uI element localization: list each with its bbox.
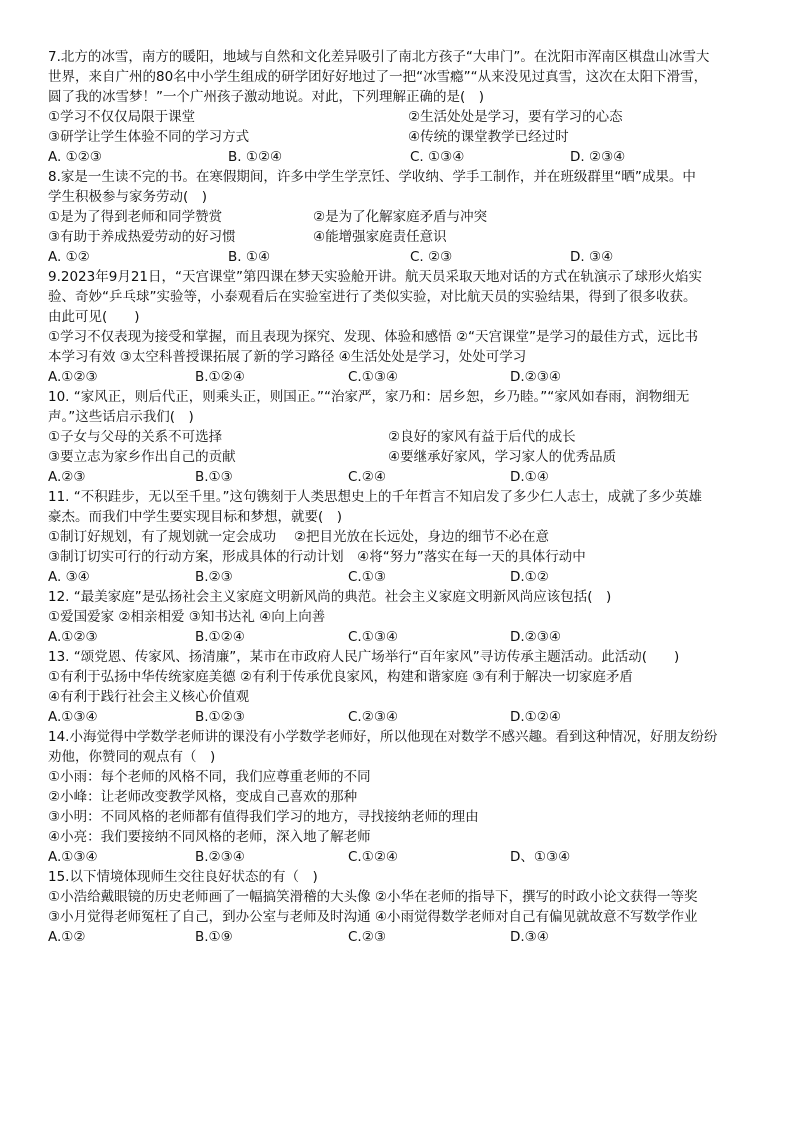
question-block [48,867,758,947]
choice-items-line: ①制订好规划，有了规划就一定会成功 ②把目光放在长远处，身边的细节不必在意 [48,529,549,545]
answer-options-row [48,247,758,267]
answer-option: B.①②④ [195,369,245,385]
answer-option: C.②③ [348,929,386,945]
answer-option: C.①③ [348,569,386,585]
choice-item: ④要继承好家风，学习家人的优秀品质 [388,449,617,465]
answer-option: C. ②③ [410,249,453,265]
question-stem-line: 9.2023年9月21日，“天宫课堂”第四课在梦天实验舱开讲。航天员采取天地对话的方式在轨演示了球形火焰实 [48,269,702,285]
choice-items-row [48,427,758,447]
choice-items-line: ③小月觉得老师冤枉了自己，到办公室与老师及时沟通 ④小雨觉得数学老师对自己有偏见就故意不写数学作业 [48,909,698,925]
answer-options-row [48,367,758,387]
question-block [48,167,758,267]
choice-items-line: ②小峰：让老师改变教学风格，变成自己喜欢的那种 [48,789,358,805]
answer-option: A. ①② [48,249,90,265]
question-stem-line: 世界，来自广州的80名中小学生组成的研学团好好地过了一把“冰雪瘾”“从来没见过真雪，这次在太阳下滑雪， [48,69,708,85]
answer-option: A. ③④ [48,569,90,585]
choice-items-line: ①小浩给戴眼镜的历史老师画了一幅搞笑滑稽的大头像 ②小华在老师的指导下，撰写的时政小论文获得一等奖 [48,889,698,905]
question-stem-line: 14.小海觉得中学数学老师讲的课没有小学数学老师好，所以他现在对数学不感兴趣。看到这种情况，好朋友纷纷 [48,729,718,745]
answer-options-row [48,707,758,727]
answer-option: C. ①③④ [410,149,465,165]
choice-items-line: ③小明：不同风格的老师都有值得我们学习的地方，寻找接纳老师的理由 [48,809,479,825]
answer-option: C.②③④ [348,709,399,725]
question-stem-line: 13. “颂党恩、传家风、扬清廉”，某市在市政府人民广场举行“百年家风”寻访传承主题活动。此活动( ) [48,649,680,665]
question-block [48,587,758,647]
answer-option: D、①③④ [510,849,571,865]
answer-options-row [48,927,758,947]
choice-item: ③研学让学生体验不同的学习方式 [48,129,250,145]
choice-items-line: ④有利于践行社会主义核心价值观 [48,689,250,705]
question-block [48,387,758,487]
choice-item: ②良好的家风有益于后代的成长 [388,429,576,445]
question-stem-line: 声。”这些话启示我们( ) [48,409,194,425]
answer-option: B.②③ [195,569,233,585]
answer-option: B.①⑨ [195,929,233,945]
choice-item: ②生活处处是学习，要有学习的心态 [408,109,623,125]
answer-option: B.②③④ [195,849,245,865]
question-stem-line: 11. “不积跬步，无以至千里。”这句镌刻于人类思想史上的千年哲言不知启发了多少仁人志士，成就了多少英雄 [48,489,702,505]
answer-option: D.②③④ [510,369,561,385]
answer-option: B.①③ [195,469,233,485]
question-stem-line: 8.家是一生读不完的书。在寒假期间，许多中学生学烹饪、学收纳、学手工制作，并在班级群里“晒”成果。中 [48,169,696,185]
answer-options-row [48,847,758,867]
question-block [48,727,758,867]
answer-option: A.①③④ [48,849,98,865]
choice-item: ③有助于养成热爱劳动的好习惯 [48,229,236,245]
question-stem-line: 10. “家风正，则后代正，则乘头正，则国正。”“治家严，家乃和：居乡恕，乡乃睦。”“家风如春雨，润物细无 [48,389,690,405]
answer-option: B. ①②④ [228,149,283,165]
choice-items-row [48,447,758,467]
choice-items-line: ①小雨：每个老师的风格不同，我们应尊重老师的不同 [48,769,371,785]
answer-option: C.②④ [348,469,386,485]
choice-item: ①子女与父母的关系不可选择 [48,429,223,445]
answer-option: A.①② [48,929,86,945]
answer-option: B. ①④ [228,249,271,265]
question-stem-line: 圆了我的冰雪梦！”一个广州孩子激动地说。对此，下列理解正确的是( ) [48,89,485,105]
answer-option: D.②③④ [510,629,561,645]
question-stem-line: 7.北方的冰雪，南方的暖阳，地域与自然和文化差异吸引了南北方孩子“大串门”。在沈阳市浑南区棋盘山冰雪大 [48,49,710,65]
answer-option: D.①②④ [510,709,561,725]
question-stem-line: 豪杰。而我们中学生要实现目标和梦想，就要( ) [48,509,343,525]
answer-option: A.①③④ [48,709,98,725]
answer-option: A.①②③ [48,629,98,645]
answer-option: B.①②③ [195,709,245,725]
answer-option: D. ③④ [570,249,614,265]
choice-items-line: ①爱国爱家 ②相亲相爱 ③知书达礼 ④向上向善 [48,609,326,625]
choice-item: ④能增强家庭责任意识 [313,229,447,245]
question-stem-line: 12. “最美家庭”是弘扬社会主义家庭文明新风尚的典范。社会主义家庭文明新风尚应该包括( ) [48,589,612,605]
answer-option: C.①②④ [348,849,399,865]
question-block [48,487,758,587]
question-stem-line: 15.以下情境体现师生交往良好状态的有（ ) [48,869,318,885]
question-stem-line: 学生积极参与家务劳动( ) [48,189,208,205]
answer-option: D.③④ [510,929,549,945]
answer-options-row [48,627,758,647]
choice-items-line: ①学习不仅表现为接受和掌握，而且表现为探究、发现、体验和感悟 ②“天宫课堂”是学习的最佳方式，远比书 [48,329,698,345]
answer-options-row [48,147,758,167]
question-stem-line: 劝他，你赞同的观点有（ ) [48,749,216,765]
question-block [48,647,758,727]
answer-option: B.①②④ [195,629,245,645]
choice-items-line: ①有利于弘扬中华传统家庭美德 ②有利于传承优良家风，构建和谐家庭 ③有利于解决一切家庭矛盾 [48,669,633,685]
exam-page [48,47,758,947]
choice-items-line: 本学习有效 ③太空科普授课拓展了新的学习路径 ④生活处处是学习，处处可学习 [48,349,527,365]
question-stem-line: 验、奇妙“乒乓球”实验等，小泰观看后在实验室进行了类似实验，对比航天员的实验结果，得到了很多收获。 [48,289,697,305]
choice-items-row [48,227,758,247]
answer-option: A.②③ [48,469,86,485]
question-block [48,267,758,387]
answer-option: D.①② [510,569,549,585]
answer-option: C.①③④ [348,629,399,645]
choice-item: ④传统的课堂教学已经过时 [408,129,569,145]
answer-option: D. ②③④ [570,149,626,165]
answer-options-row [48,467,758,487]
question-stem-line: 由此可见( ) [48,309,140,325]
answer-options-row [48,567,758,587]
choice-item: ①是为了得到老师和同学赞赏 [48,209,223,225]
choice-item: ③要立志为家乡作出自己的贡献 [48,449,236,465]
answer-option: A. ①②③ [48,149,102,165]
choice-items-line: ④小亮：我们要接纳不同风格的老师，深入地了解老师 [48,829,371,845]
choice-items-line: ③制订切实可行的行动方案，形成具体的行动计划 ④将“努力”落实在每一天的具体行动中 [48,549,586,565]
choice-items-row [48,207,758,227]
choice-items-row [48,107,758,127]
choice-item: ②是为了化解家庭矛盾与冲突 [313,209,488,225]
answer-option: C.①③④ [348,369,399,385]
answer-option: A.①②③ [48,369,98,385]
answer-option: D.①④ [510,469,549,485]
choice-item: ①学习不仅仅局限于课堂 [48,109,196,125]
question-block [48,47,758,167]
choice-items-row [48,127,758,147]
